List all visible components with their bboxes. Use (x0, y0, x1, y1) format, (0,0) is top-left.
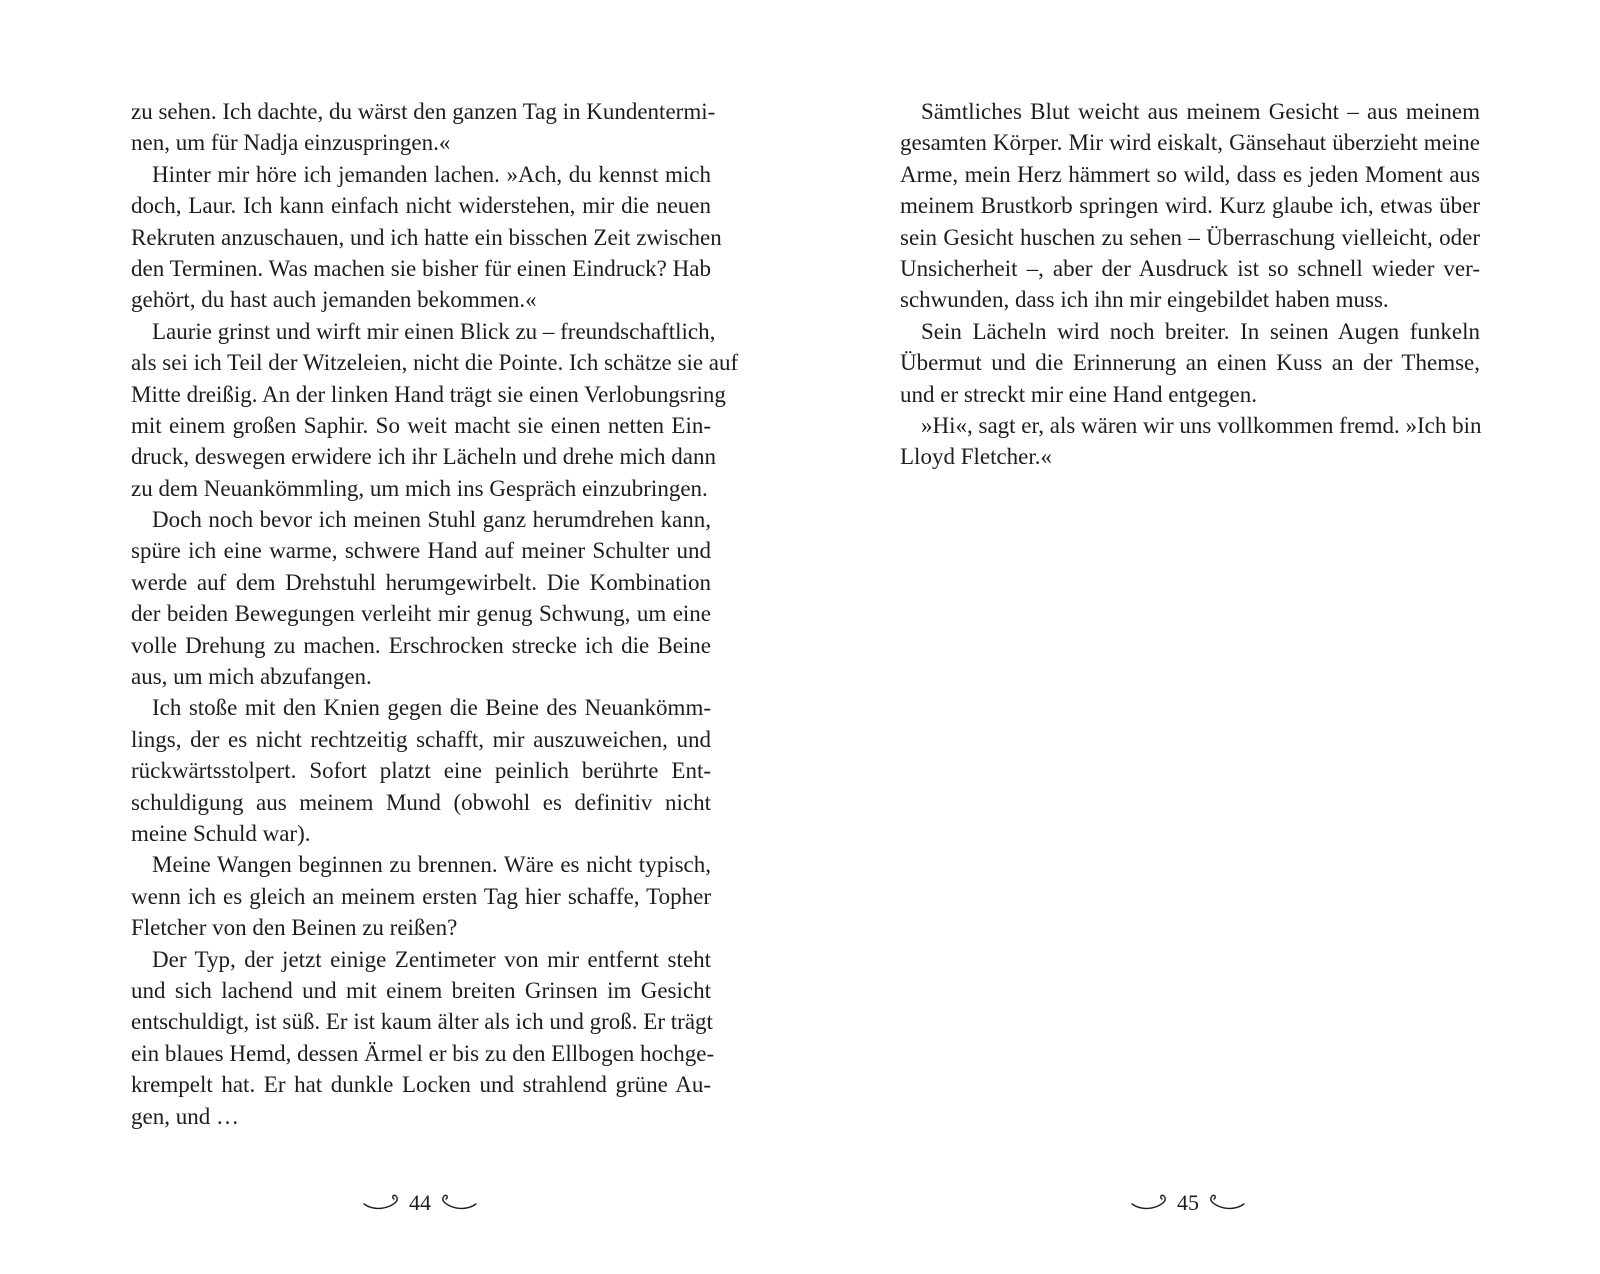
text-line: Fletcher von den Beinen zu reißen? (131, 915, 458, 941)
text-line: wenn ich es gleich an meinem ersten Tag hier schaffe, Topher (131, 883, 711, 909)
page-number: 45 (1177, 1190, 1199, 1215)
text-line: den Terminen. Was machen sie bisher für einen Eindruck? Hab (131, 255, 711, 281)
text-line: als sei ich Teil der Witzeleien, nicht die Pointe. Ich schätze sie auf (131, 350, 739, 376)
text-line: Lloyd Fletcher.« (900, 444, 1053, 470)
page-number-folio (320, 1188, 520, 1218)
text-line: Unsicherheit –, aber der Ausdruck ist so schnell wieder ver- (900, 255, 1480, 281)
text-line: zu sehen. Ich dachte, du wärst den ganzen Tag in Kundentermi- (131, 99, 716, 124)
left-page-text (131, 96, 739, 1132)
text-line: nen, um für Nadja einzuspringen.« (131, 130, 451, 156)
right-page-text (900, 96, 1480, 473)
text-line: schwunden, dass ich ihn mir eingebildet haben muss. (900, 287, 1389, 313)
text-line: Rekruten anzuschauen, und ich hatte ein bisschen Zeit zwischen (131, 224, 722, 250)
text-line: mit einem großen Saphir. So weit macht sie einen netten Ein- (131, 412, 711, 438)
text-line: rückwärtsstolpert. Sofort platzt eine peinlich berührte Ent- (131, 758, 711, 784)
flourish-left-icon (363, 1193, 403, 1213)
text-line: lings, der es nicht rechtzeitig schafft, mir auszuweichen, und (131, 726, 711, 752)
text-line: Sämtliches Blut weicht aus meinem Gesicht – aus meinem (921, 99, 1480, 124)
flourish-right-icon (437, 1193, 477, 1213)
text-line: spüre ich eine warme, schwere Hand auf meiner Schulter und (131, 538, 711, 564)
text-line: Ich stoße mit den Knien gegen die Beine des Neuankömm- (152, 695, 711, 721)
text-line: zu dem Neuankömmling, um mich ins Gespräch einzubringen. (131, 475, 708, 501)
text-line: entschuldigt, ist süß. Er ist kaum älter als ich und groß. Er trägt (131, 1009, 713, 1035)
text-line: sein Gesicht huschen zu sehen – Überraschung vielleicht, oder (900, 224, 1480, 250)
text-line: der beiden Bewegungen verleiht mir genug Schwung, um eine (131, 601, 711, 627)
page-number-folio (1088, 1188, 1288, 1218)
text-line: meine Schuld war). (131, 820, 311, 846)
text-line: krempelt hat. Er hat dunkle Locken und strahlend grüne Au- (131, 1072, 711, 1098)
text-line: Doch noch bevor ich meinen Stuhl ganz herumdrehen kann, (152, 507, 711, 533)
text-line: Sein Lächeln wird noch breiter. In seinen Augen funkeln (921, 318, 1480, 344)
page-number: 44 (409, 1190, 431, 1215)
text-line: doch, Laur. Ich kann einfach nicht widerstehen, mir die neuen (131, 193, 711, 219)
text-line: meinem Brustkorb springen wird. Kurz glaube ich, etwas über (900, 193, 1480, 219)
text-line: Übermut und die Erinnerung an einen Kuss an der Themse, (900, 350, 1480, 376)
flourish-right-icon (1205, 1193, 1245, 1213)
text-line: volle Drehung zu machen. Erschrocken strecke ich die Beine (131, 632, 711, 658)
text-line: schuldigung aus meinem Mund (obwohl es definitiv nicht (131, 789, 711, 815)
text-line: Arme, mein Herz hämmert so wild, dass es jeden Moment aus (900, 161, 1480, 187)
text-line: und er streckt mir eine Hand entgegen. (900, 381, 1258, 407)
text-line: Mitte dreißig. An der linken Hand trägt sie einen Verlobungsring (131, 381, 726, 407)
text-line: druck, deswegen erwidere ich ihr Lächeln und drehe mich dann (131, 444, 716, 470)
right-page (800, 0, 1600, 1274)
text-line: Der Typ, der jetzt einige Zentimeter von mir entfernt steht (152, 946, 711, 972)
text-line: Meine Wangen beginnen zu brennen. Wäre es nicht typisch, (152, 852, 711, 878)
text-line: aus, um mich abzufangen. (131, 664, 372, 690)
text-line: gesamten Körper. Mir wird eiskalt, Gänsehaut überzieht meine (900, 130, 1480, 156)
text-line: Laurie grinst und wirft mir einen Blick zu – freundschaftlich, (152, 318, 716, 344)
text-line: »Hi«, sagt er, als wären wir uns vollkommen fremd. »Ich bin (921, 412, 1482, 438)
text-line: Hinter mir höre ich jemanden lachen. »Ach, du kennst mich (152, 161, 711, 187)
text-line: und sich lachend und mit einem breiten Grinsen im Gesicht (131, 977, 711, 1003)
text-line: gehört, du hast auch jemanden bekommen.« (131, 287, 537, 313)
text-line: werde auf dem Drehstuhl herumgewirbelt. Die Kombination (131, 569, 711, 595)
text-line: ein blaues Hemd, dessen Ärmel er bis zu den Ellbogen hochge- (131, 1040, 715, 1066)
flourish-left-icon (1131, 1193, 1171, 1213)
text-line: gen, und … (131, 1103, 239, 1129)
